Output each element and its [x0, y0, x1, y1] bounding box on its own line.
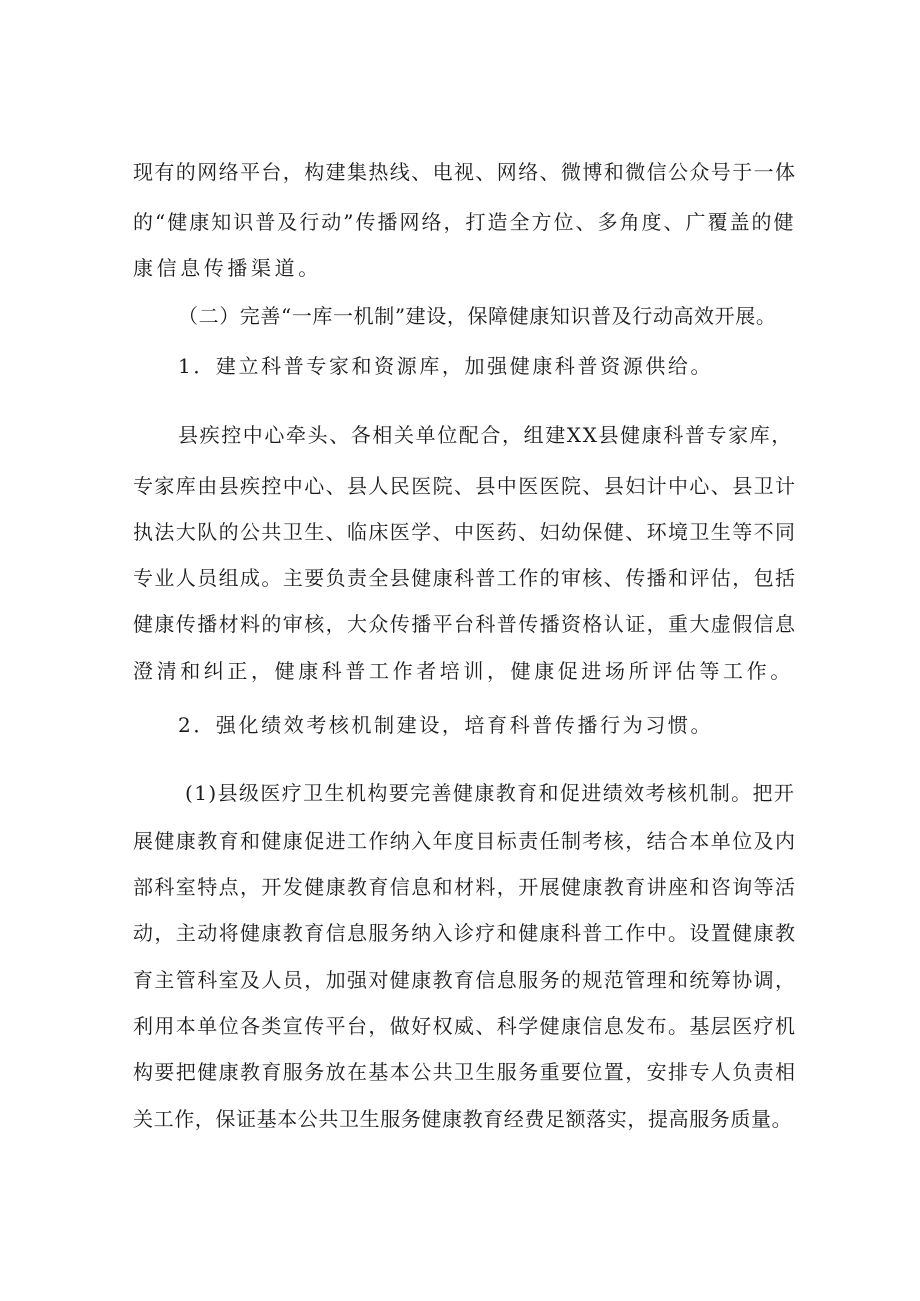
text-line: (1)县级医疗卫生机构要完善健康教育和促进绩效考核机制。把开	[185, 781, 796, 805]
subheading-2: 2．强化绩效考核机制建设，培育科普传播行为习惯。	[178, 713, 714, 737]
text-line: 澄清和纠正，健康科普工作者培训，健康促进场所评估等工作。	[133, 659, 794, 683]
text-line: 康信息传播渠道。	[133, 256, 322, 280]
text-line: 关工作，保证基本公共卫生服务健康教育经费足额落实，提高服务质量。	[133, 1107, 793, 1131]
section-heading-2: （二）完善“一库一机制”建设，保障健康知识普及行动高效开展。	[178, 304, 777, 328]
subheading-1: 1．建立科普专家和资源库，加强健康科普资源供给。	[178, 354, 714, 378]
text-line: 育主管科室及人员，加强对健康教育信息服务的规范管理和统筹协调，	[133, 968, 797, 992]
text-line: 现有的网络平台，构建集热线、电视、网络、微博和微信公众号于一体	[133, 160, 797, 184]
text-line: 动，主动将健康教育信息服务纳入诊疗和健康科普工作中。设置健康教	[133, 921, 797, 945]
text-line: 展健康教育和健康促进工作纳入年度目标责任制考核，结合本单位及内	[133, 829, 797, 853]
text-line: 专家库由县疾控中心、县人民医院、县中医医院、县妇计中心、县卫计	[133, 474, 797, 498]
text-line: 执法大队的公共卫生、临床医学、中医药、妇幼保健、环境卫生等不同	[133, 520, 797, 544]
text-line: 的“健康知识普及行动”传播网络，打造全方位、多角度、广覆盖的健	[133, 210, 796, 234]
text-line: 县疾控中心牵头、各相关单位配合，组建XX县健康科普专家库，	[178, 423, 793, 447]
text-line: 利用本单位各类宣传平台，做好权威、科学健康信息发布。基层医疗机	[133, 1014, 797, 1038]
text-line: 部科室特点，开发健康教育信息和材料，开展健康教育讲座和咨询等活	[133, 875, 797, 899]
text-line: 构要把健康教育服务放在基本公共卫生服务重要位置，安排专人负责相	[133, 1060, 797, 1084]
text-line: 健康传播材料的审核，大众传播平台科普传播资格认证，重大虚假信息	[133, 612, 797, 636]
text-line: 专业人员组成。主要负责全县健康科普工作的审核、传播和评估，包括	[133, 566, 797, 590]
